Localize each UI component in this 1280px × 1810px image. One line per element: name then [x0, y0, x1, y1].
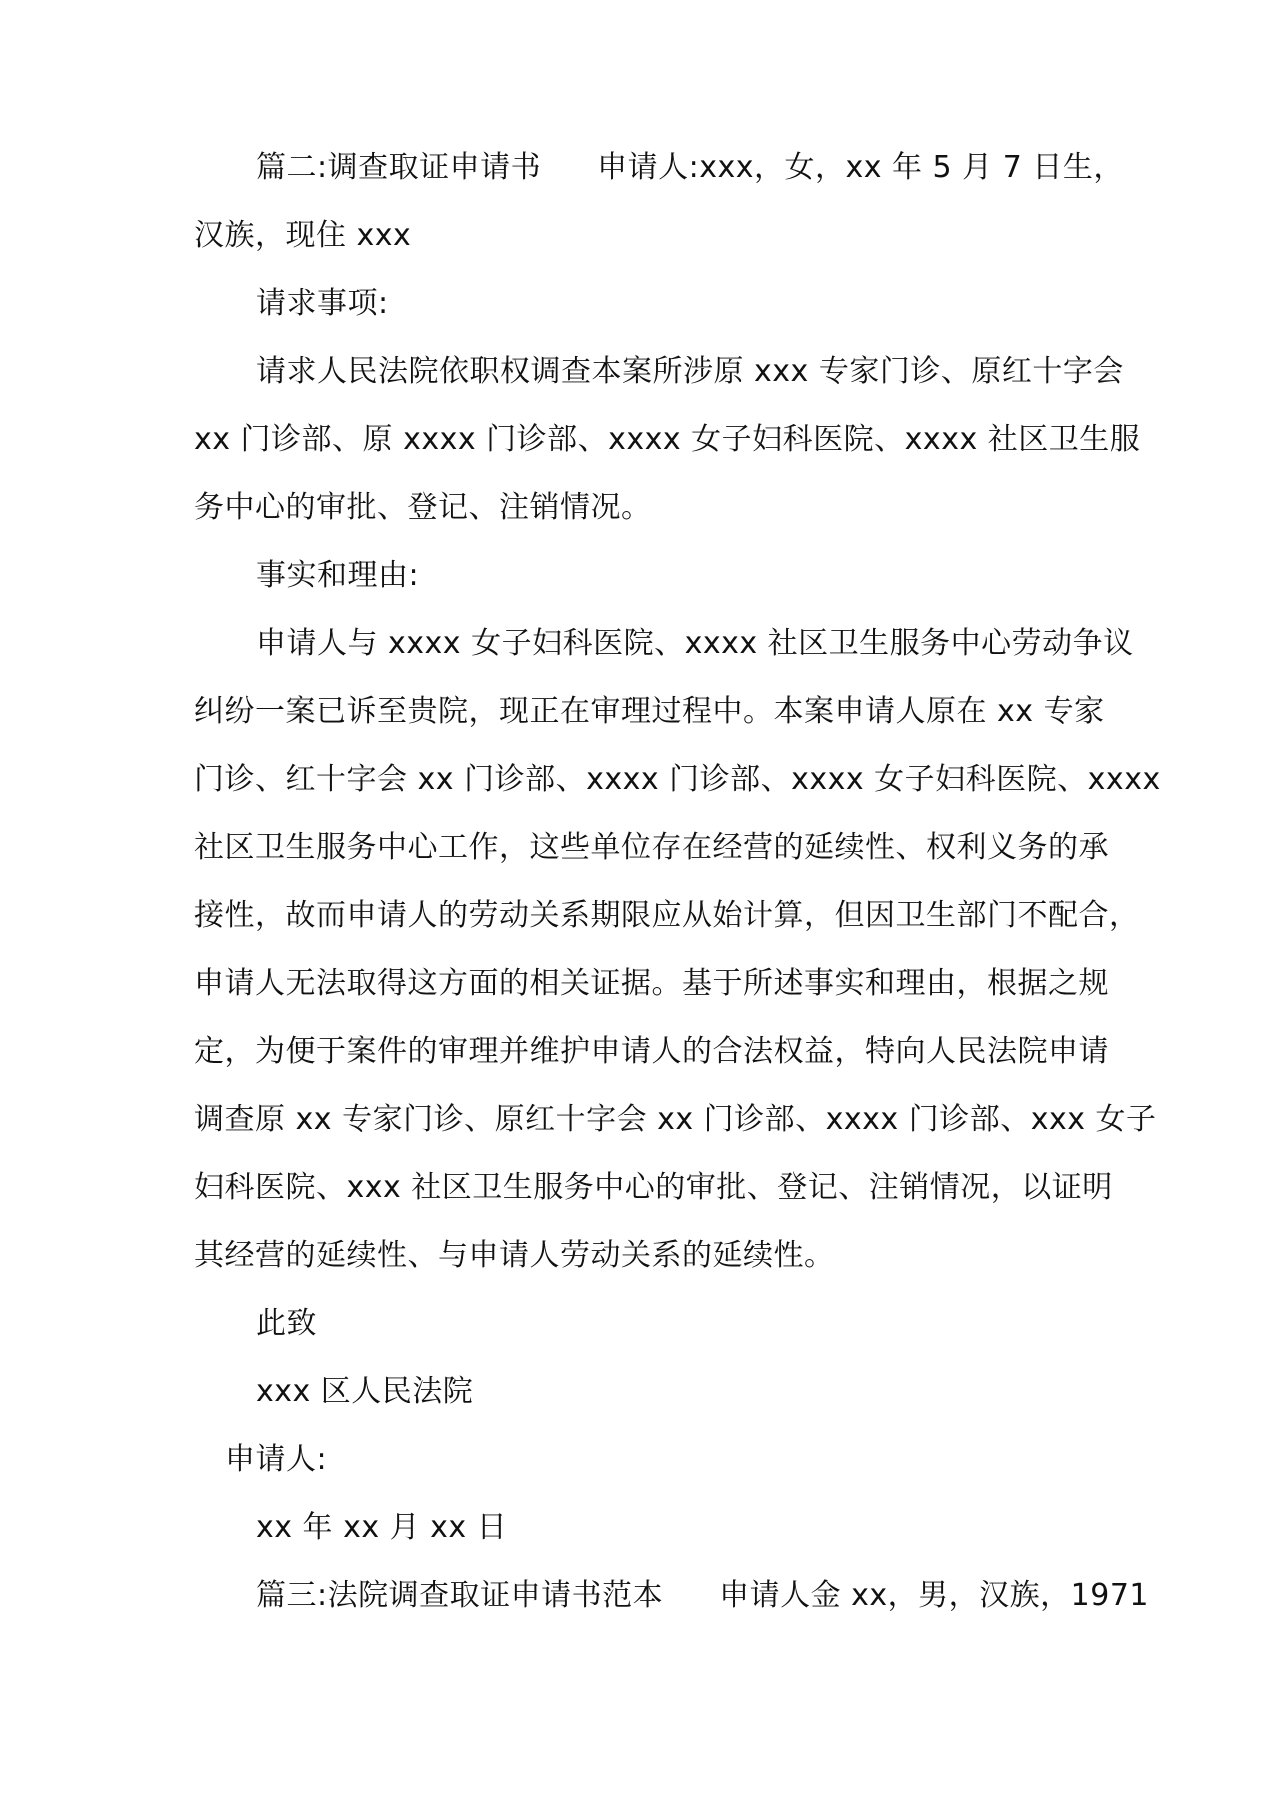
- request-line: 请求人民法院依职权调查本案所涉原 xxx 专家门诊、原红十字会: [256, 354, 1124, 389]
- section3-heading: 篇三:法院调查取证申请书范本: [256, 1578, 664, 1613]
- section2-heading: 篇二:调查取证申请书: [256, 150, 542, 185]
- request-line: 务中心的审批、登记、注销情况。: [194, 490, 652, 525]
- facts-line: 社区卫生服务中心工作，这些单位存在经营的延续性、权利义务的承: [194, 830, 1109, 865]
- facts-line: 门诊、红十字会 xx 门诊部、xxxx 门诊部、xxxx 女子妇科医院、xxxx: [194, 762, 1161, 797]
- facts-line: 申请人无法取得这方面的相关证据。基于所述事实和理由，根据之规: [194, 966, 1109, 1001]
- request-label: 请求事项:: [256, 286, 389, 321]
- closing-salutation: 此致: [256, 1306, 317, 1341]
- section2-applicant-info: 申请人:xxx，女，xx 年 5 月 7 日生，: [597, 150, 1124, 185]
- facts-line: 接性，故而申请人的劳动关系期限应从始计算，但因卫生部门不配合，: [194, 898, 1140, 933]
- facts-line: 妇科医院、xxx 社区卫生服务中心的审批、登记、注销情况，以证明: [194, 1170, 1113, 1205]
- facts-line: 纠纷一案已诉至贵院，现正在审理过程中。本案申请人原在 xx 专家: [194, 694, 1105, 729]
- facts-line: 调查原 xx 专家门诊、原红十字会 xx 门诊部、xxxx 门诊部、xxx 女子: [194, 1102, 1157, 1137]
- facts-line: 其经营的延续性、与申请人劳动关系的延续性。: [194, 1238, 835, 1273]
- facts-label: 事实和理由:: [256, 558, 420, 593]
- facts-line: 定，为便于案件的审理并维护申请人的合法权益，特向人民法院申请: [194, 1034, 1109, 1069]
- section3-heading-line: [256, 1576, 1149, 1616]
- court-name: xxx 区人民法院: [256, 1374, 474, 1409]
- facts-line: 申请人与 xxxx 女子妇科医院、xxxx 社区卫生服务中心劳动争议: [256, 626, 1134, 661]
- section3-applicant-info: 申请人金 xx，男，汉族，1971: [719, 1578, 1150, 1613]
- request-line: xx 门诊部、原 xxxx 门诊部、xxxx 女子妇科医院、xxxx 社区卫生服: [194, 422, 1141, 457]
- date-line: xx 年 xx 月 xx 日: [256, 1510, 508, 1545]
- signature-label: 申请人:: [225, 1442, 328, 1477]
- section2-applicant-info-cont: 汉族，现住 xxx: [194, 218, 412, 253]
- section2-heading-line: [256, 148, 1124, 188]
